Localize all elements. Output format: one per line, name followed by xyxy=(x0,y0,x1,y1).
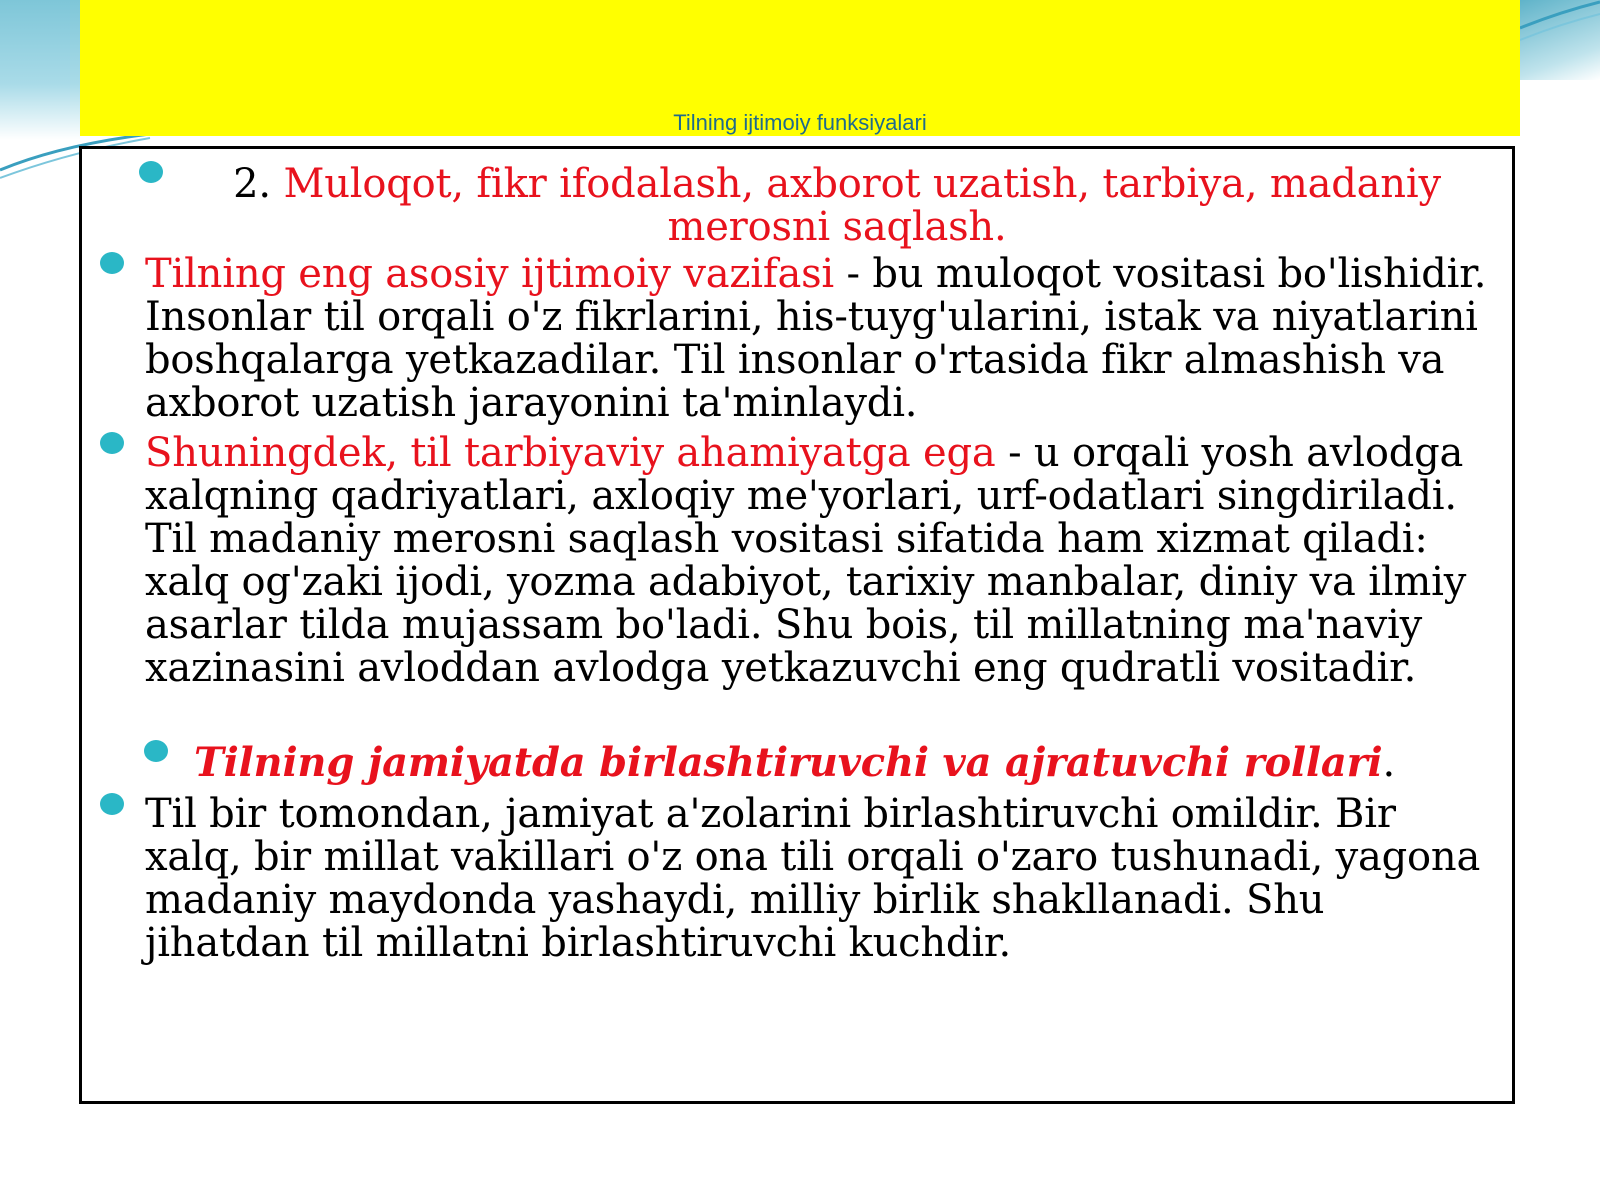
item-3-highlight: Shuningdek, til tarbiyaviy ahamiyatga ega xyxy=(145,430,996,476)
title-band xyxy=(80,0,1520,136)
item-4-highlight: Tilning jamiyatda birlashtiruvchi va ajratuvchi rollari xyxy=(194,739,1383,786)
item-2 xyxy=(145,253,1495,425)
teal-dot-icon xyxy=(100,252,124,274)
item-2-highlight: Tilning eng asosiy ijtimoiy vazifasi xyxy=(145,251,835,297)
teal-dot-icon xyxy=(139,161,163,183)
item-1-highlight: Muloqot, fikr ifodalash, axborot uzatish, tarbiya, madaniy merosni saqlash. xyxy=(283,161,1441,250)
slide-title: Tilning ijtimoiy funksiyalari xyxy=(673,110,927,135)
teal-dot-icon xyxy=(100,432,124,454)
swoosh-line-right xyxy=(1520,2,1600,28)
content-box xyxy=(79,146,1515,1104)
item-1-prefix: 2. xyxy=(233,161,284,207)
item-3 xyxy=(145,432,1495,690)
item-1 xyxy=(172,163,1502,249)
item-4 xyxy=(194,741,1494,785)
item-3-rest: - u orqali yosh avlodga xalqning qadriyatlari, axloqiy me'yorlari, urf-odatlari singdiriladi. Til madaniy merosni saqlash vositasi sifatida ham xizmat qiladi: xalq og'zaki ijodi, yozma adabiyot, tarixiy manbalar, diniy va ilmiy asarlar tilda mujassam bo'ladi. Shu bois, til millatning ma'naviy xazinasini avloddan avlodga yetkazuvchi eng qudratli vositadir. xyxy=(145,430,1467,691)
item-5-rest: Til bir tomondan, jamiyat a'zolarini birlashtiruvchi omildir. Bir xalq, bir millat vakillari o'z ona tili orqali o'zaro tushunadi, yagona madaniy maydonda yashaydi, milliy birlik shakllanadi. Shu jihatdan til millatni birlashtiruvchi kuchdir. xyxy=(145,791,1481,966)
teal-dot-icon xyxy=(144,740,168,762)
item-4-rest: . xyxy=(1382,740,1396,786)
teal-dot-icon xyxy=(100,793,124,815)
item-5 xyxy=(145,793,1495,965)
swoosh-line-right-2 xyxy=(1520,14,1600,40)
item-2-rest: - bu muloqot vositasi bo'lishidir. Insonlar til orqali o'z fikrlarini, his-tuyg'ularini, istak va niyatlarini boshqalarga yetkazadilar. Til insonlar o'rtasida fikr almashish va axborot uzatish jarayonini ta'minlaydi. xyxy=(145,251,1487,426)
